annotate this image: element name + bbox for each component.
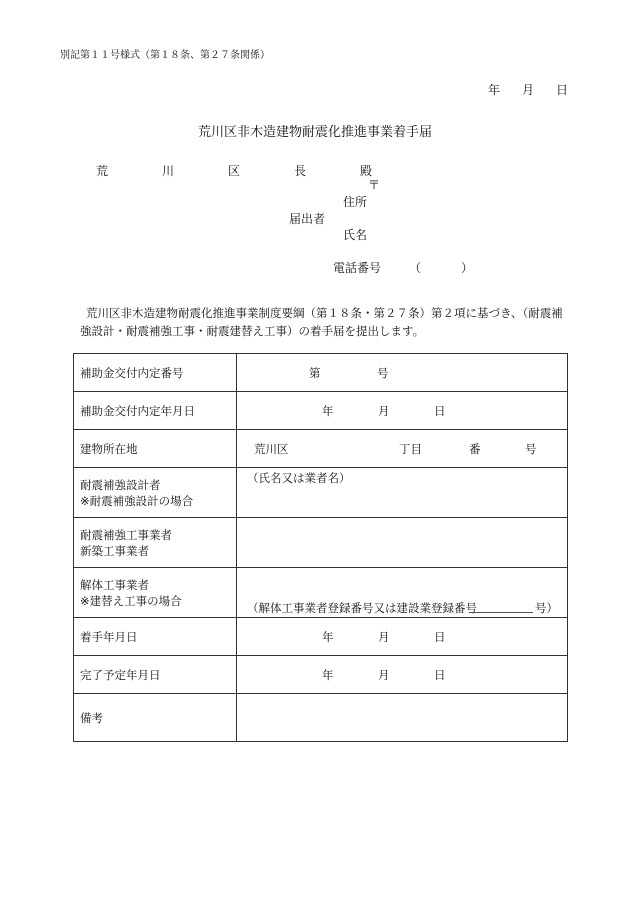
label-demolition-line2: ※建替え工事の場合 bbox=[80, 593, 182, 608]
phone-label: 電話番号 bbox=[333, 261, 382, 275]
contractor-field[interactable] bbox=[237, 518, 568, 568]
submission-date bbox=[488, 81, 568, 98]
row-remarks bbox=[74, 694, 568, 742]
completion-date-field[interactable] bbox=[237, 656, 568, 694]
label-completion-date: 完了予定年月日 bbox=[74, 656, 237, 694]
remarks-field[interactable] bbox=[237, 694, 568, 742]
completion-date-year: 年 bbox=[322, 668, 334, 682]
label-seismic-designer-line1: 耐震補強設計者 bbox=[80, 477, 161, 492]
row-grant-number bbox=[74, 354, 568, 392]
demolition-registration-suffix: 号） bbox=[535, 601, 558, 615]
grant-date-year: 年 bbox=[322, 404, 334, 418]
row-demolition bbox=[74, 568, 568, 618]
date-month: 月 bbox=[522, 83, 535, 97]
location-chome: 丁目 bbox=[399, 442, 422, 456]
postal-mark: 〒 bbox=[368, 178, 381, 192]
phone-open-paren: （ bbox=[409, 261, 422, 275]
registration-number-line bbox=[469, 612, 533, 613]
label-demolition bbox=[74, 568, 237, 618]
date-day: 日 bbox=[556, 83, 569, 97]
row-completion-date bbox=[74, 656, 568, 694]
row-start-date bbox=[74, 618, 568, 656]
notification-form-table bbox=[73, 353, 568, 742]
body-text: 荒川区非木造建物耐震化推進事業制度要綱（第１８条・第２７条）第２項に基づき、（耐震補強設計・耐震補強工事・耐震建替え工事）の着手届を提出します。 bbox=[80, 306, 563, 338]
grant-date-day: 日 bbox=[434, 404, 446, 418]
phone-close-paren: ） bbox=[461, 261, 474, 275]
start-date-day: 日 bbox=[434, 630, 446, 644]
address-label: 住所 bbox=[343, 195, 368, 209]
grant-date-month: 月 bbox=[378, 404, 390, 418]
label-demolition-line1: 解体工事業者 bbox=[80, 577, 149, 592]
date-year: 年 bbox=[488, 83, 501, 97]
name-label: 氏名 bbox=[343, 228, 368, 242]
demolition-registration: （解体工事業者登録番号又は建設業登録番号 bbox=[247, 601, 477, 615]
row-seismic-designer bbox=[74, 468, 568, 518]
completion-date-month: 月 bbox=[378, 668, 390, 682]
demolition-field[interactable] bbox=[237, 568, 568, 618]
completion-date-day: 日 bbox=[434, 668, 446, 682]
start-date-year: 年 bbox=[322, 630, 334, 644]
seismic-designer-hint: （氏名又は業者名） bbox=[247, 471, 351, 485]
grant-number-field[interactable] bbox=[237, 354, 568, 392]
row-grant-date bbox=[74, 392, 568, 430]
label-start-date: 着手年月日 bbox=[74, 618, 237, 656]
start-date-month: 月 bbox=[378, 630, 390, 644]
grant-number-prefix: 第 bbox=[309, 366, 321, 380]
label-contractor-line2: 新築工事業者 bbox=[80, 543, 149, 558]
start-date-field[interactable] bbox=[237, 618, 568, 656]
addressee: 荒 川 区 長 殿 bbox=[96, 164, 394, 178]
phone-field bbox=[333, 259, 473, 276]
label-seismic-designer-line2: ※耐震補強設計の場合 bbox=[80, 493, 194, 508]
row-building-location bbox=[74, 430, 568, 468]
label-contractor bbox=[74, 518, 237, 568]
building-location-field[interactable] bbox=[237, 430, 568, 468]
reporter-label: 届出者 bbox=[289, 212, 326, 226]
location-ban: 番 bbox=[469, 442, 481, 456]
row-contractor bbox=[74, 518, 568, 568]
form-reference: 別記第１１号様式（第１８条、第２７条関係） bbox=[60, 50, 270, 61]
grant-date-field[interactable] bbox=[237, 392, 568, 430]
label-grant-number: 補助金交付内定番号 bbox=[74, 354, 237, 392]
location-ward: 荒川区 bbox=[254, 442, 289, 456]
label-seismic-designer bbox=[74, 468, 237, 518]
label-remarks: 備考 bbox=[74, 694, 237, 742]
label-building-location: 建物所在地 bbox=[74, 430, 237, 468]
label-contractor-line1: 耐震補強工事業者 bbox=[80, 527, 172, 542]
document-title: 荒川区非木造建物耐震化推進事業着手届 bbox=[197, 125, 432, 140]
location-go: 号 bbox=[525, 442, 537, 456]
grant-number-suffix: 号 bbox=[377, 366, 389, 380]
seismic-designer-field[interactable] bbox=[237, 468, 568, 518]
label-grant-date: 補助金交付内定年月日 bbox=[74, 392, 237, 430]
